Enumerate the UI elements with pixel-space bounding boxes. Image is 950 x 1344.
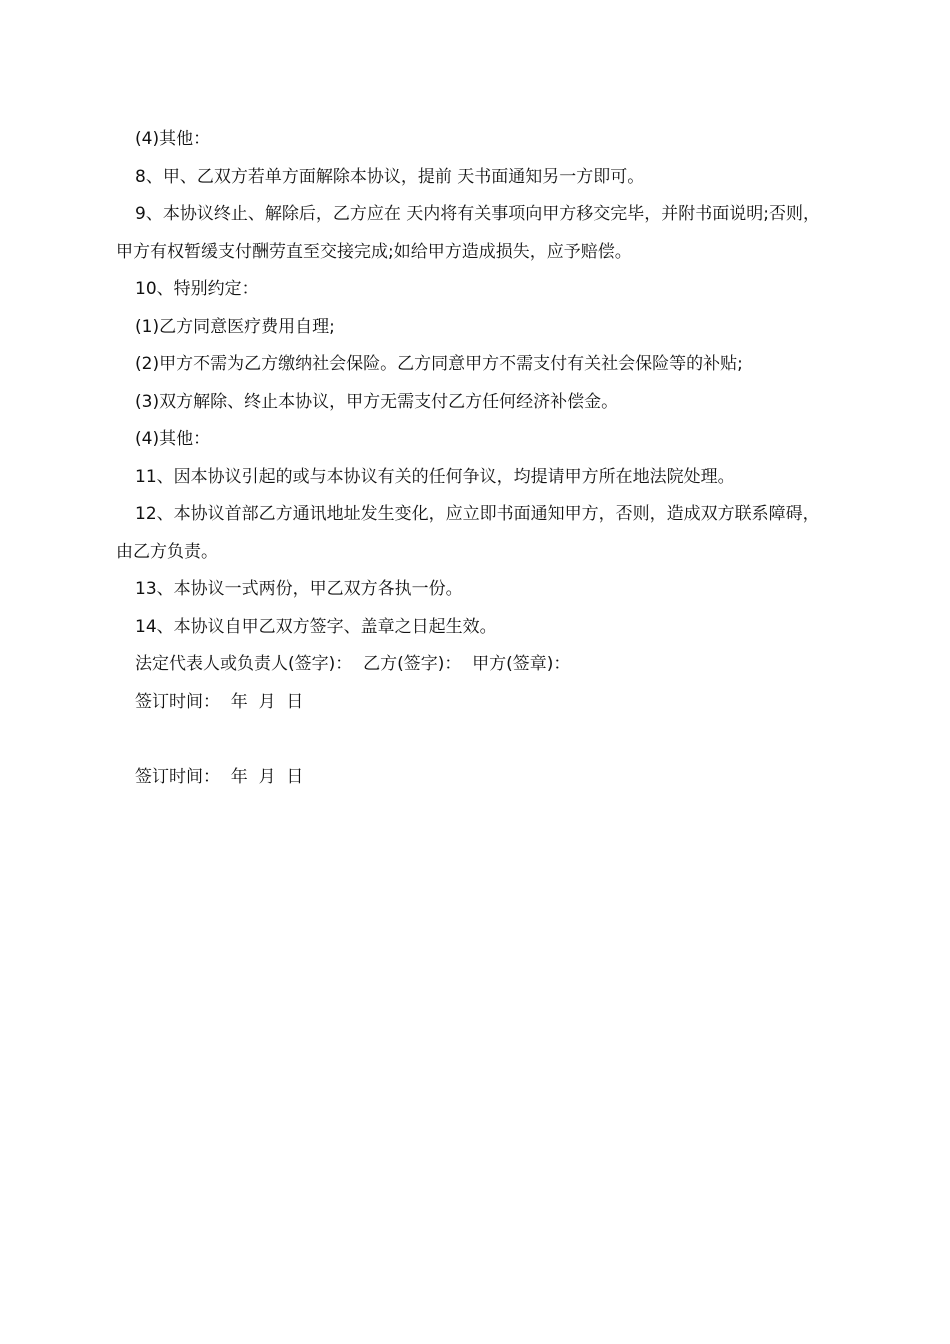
clause-8: 8、甲、乙双方若单方面解除本协议，提前 天书面通知另一方即可。	[135, 166, 645, 187]
clause-9: 9、本协议终止、解除后，乙方应在 天内将有关事项向甲方移交完毕，并附书面说明;否则，甲方有权暂缓支付酬劳直至交接完成;如给甲方造成损失，应予赔偿。	[116, 204, 820, 262]
document-body	[116, 121, 836, 796]
signing-date-second: 签订时间： 年 月 日	[135, 766, 304, 787]
clause-11: 11、因本协议引起的或与本协议有关的任何争议，均提请甲方所在地法院处理。	[135, 466, 735, 487]
signature-line: 法定代表人或负责人(签字)： 乙方(签字)： 甲方(签章)：	[135, 654, 571, 674]
signing-date: 签订时间： 年 月 日	[135, 691, 304, 712]
clause-10-item-3: (3)双方解除、终止本协议，甲方无需支付乙方任何经济补偿金。	[135, 391, 619, 412]
clause-10-item-2: (2)甲方不需为乙方缴纳社会保险。乙方同意甲方不需支付有关社会保险等的补贴;	[135, 354, 743, 374]
clause-12: 12、本协议首部乙方通讯地址发生变化，应立即书面通知甲方，否则，造成双方联系障碍，由乙方负责。	[116, 504, 820, 562]
clause-10-item-1: (1)乙方同意医疗费用自理;	[135, 316, 335, 337]
clause-10-item-4: (4)其他：	[135, 429, 211, 449]
clause-14: 14、本协议自甲乙双方签字、盖章之日起生效。	[135, 616, 497, 637]
clause-4-other: (4)其他：	[135, 129, 211, 149]
blank-line	[116, 721, 836, 759]
clause-10-heading: 10、特别约定：	[135, 279, 259, 299]
clause-13: 13、本协议一式两份，甲乙双方各执一份。	[135, 579, 463, 599]
